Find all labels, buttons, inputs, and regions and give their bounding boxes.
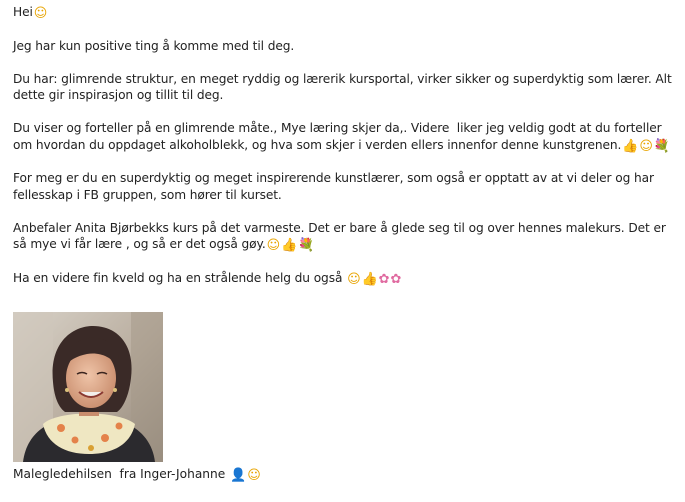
paragraph-5-text: Anbefaler Anita Bjørbekks kurs på det varmeste. Det er bare å glede seg til og over hennes malekurs. Det er så mye vi får lære , og så er det også gøy.	[13, 220, 670, 251]
paragraph-6-text: Ha en videre fin kveld og ha en strålende helg du også	[13, 270, 347, 285]
signature-line	[13, 466, 261, 483]
blossom-emoji-icon: ✿	[390, 271, 402, 287]
person-emoji-icon: 👤	[230, 468, 247, 483]
paragraph-5	[13, 220, 677, 254]
greeting-line	[13, 4, 677, 21]
blossom-emoji-icon: ✿	[378, 271, 390, 287]
paragraph-3-text: Du viser og forteller på en glimrende måte., Mye læring skjer da,. Videre liker jeg veldig godt at du forteller om hvordan du oppdaget alkoholblekk, og hva som skjer i verden ellers innenfor denne kunstgrenen.	[13, 121, 666, 152]
paragraph-6	[13, 270, 677, 287]
thumbs-up-emoji-icon: 👍	[281, 238, 298, 253]
thumbs-up-emoji-icon: 👍	[622, 138, 639, 154]
smile-emoji-icon: ☺	[639, 138, 653, 154]
paragraph-3	[13, 120, 677, 154]
smile-emoji-icon: ☺	[33, 6, 48, 21]
greeting-text: Hei	[13, 5, 33, 19]
bouquet-emoji-icon: 💐	[653, 138, 670, 154]
paragraph-1: Jeg har kun positive ting å komme med til deg.	[13, 38, 295, 53]
paragraph-2: Du har: glimrende struktur, en meget ryddig og lærerik kursportal, virker sikker og superdyktig som lærer. Alt dette gir inspirasjon og tillit til deg.	[13, 71, 676, 102]
smile-emoji-icon: ☺	[247, 468, 261, 483]
paragraph-4: For meg er du en superdyktig og meget inspirerende kunstlærer, som også er opptatt av at vi deler og har fellesskap i FB gruppen, som hører til kurset.	[13, 171, 658, 202]
portrait-illustration	[13, 312, 163, 462]
smile-emoji-icon: ☺	[266, 238, 281, 253]
signature-text: Malegledehilsen fra Inger-Johanne	[13, 467, 230, 481]
portrait-photo	[13, 312, 163, 462]
bouquet-emoji-icon: 💐	[298, 238, 315, 253]
smile-emoji-icon: ☺	[347, 271, 361, 287]
thumbs-up-emoji-icon: 👍	[361, 271, 378, 287]
message-body	[13, 4, 677, 303]
